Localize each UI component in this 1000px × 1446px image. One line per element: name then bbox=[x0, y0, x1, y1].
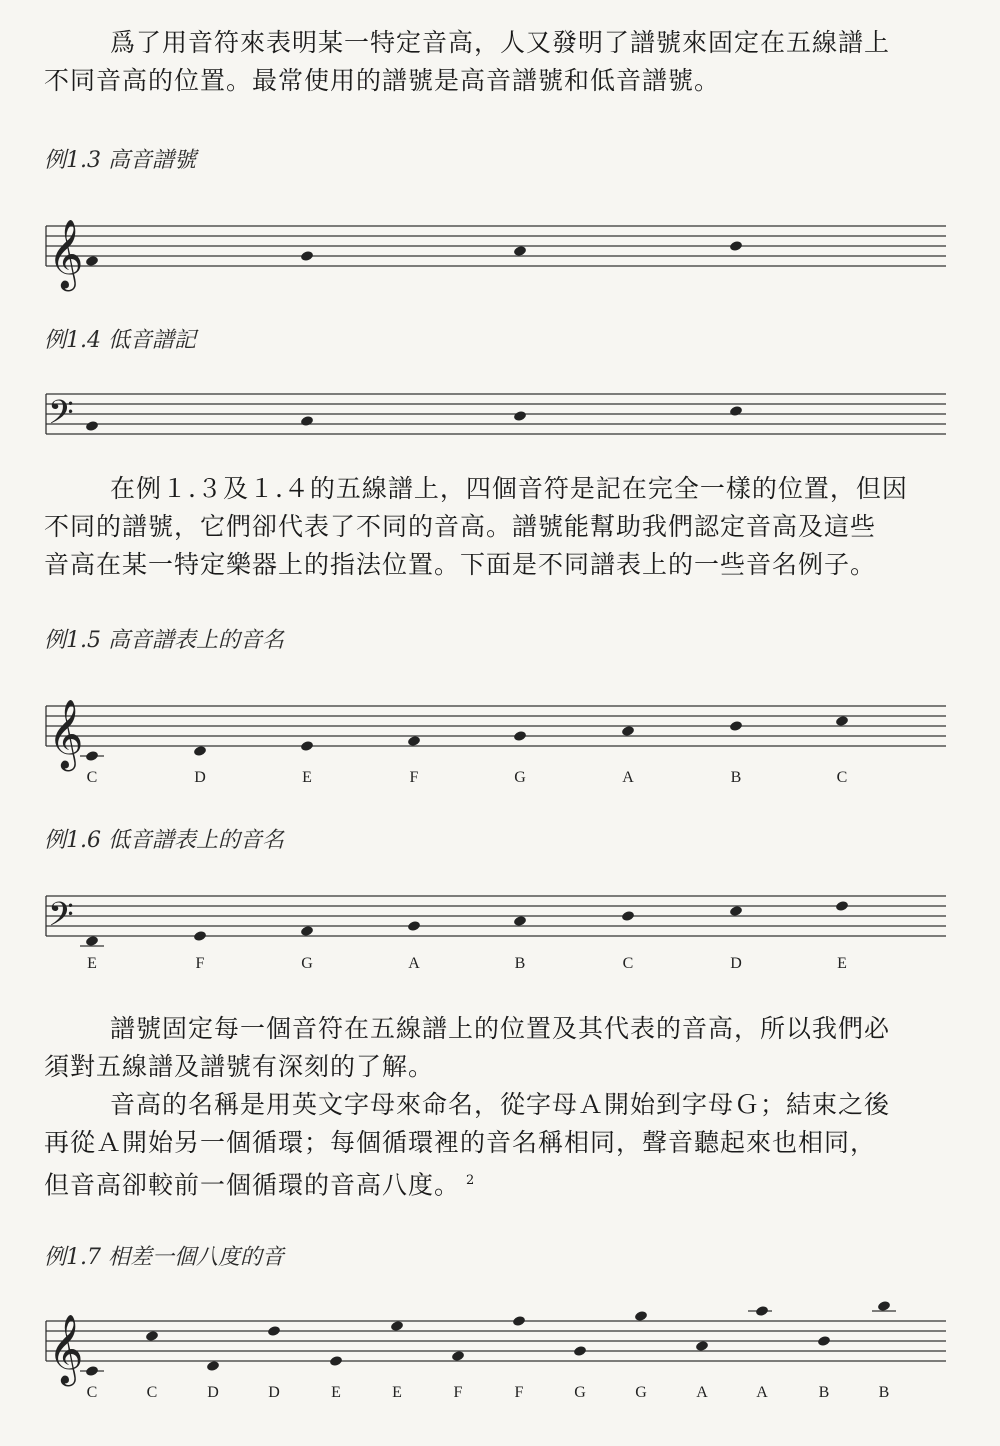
note bbox=[390, 1320, 404, 1332]
note-label: D bbox=[268, 1384, 280, 1401]
caption-example-1-5: 例1.5 高音譜表上的音名 bbox=[44, 628, 284, 653]
note bbox=[407, 735, 421, 747]
note-label: F bbox=[514, 1384, 524, 1401]
note-label: C bbox=[86, 1384, 98, 1401]
note-labels bbox=[87, 769, 848, 786]
treble-clef-icon: 𝄞 bbox=[48, 699, 84, 769]
note-label: F bbox=[409, 769, 419, 786]
text-line: 爲了用音符來表明某一特定音高，人又發明了譜號來固定在五線譜上 bbox=[110, 28, 891, 57]
bass-clef-icon: 𝄢 bbox=[48, 394, 74, 440]
note-label: G bbox=[514, 769, 526, 786]
caption-example-1-7: 例1.7 相差一個八度的音 bbox=[44, 1245, 284, 1270]
staff-example-1-5 bbox=[0, 660, 1000, 790]
note bbox=[300, 250, 314, 262]
note bbox=[193, 930, 207, 942]
note bbox=[206, 1360, 220, 1372]
text-line: 須對五線譜及譜號有深刻的了解。 bbox=[44, 1052, 435, 1081]
text-line: 再從Ａ開始另一個循環；每個循環裡的音名稱相同，聲音聽起來也相同， bbox=[44, 1128, 877, 1157]
note-labels bbox=[87, 955, 847, 972]
note-label: F bbox=[195, 955, 205, 972]
note bbox=[300, 740, 314, 752]
note-label: G bbox=[301, 955, 313, 972]
note bbox=[695, 1340, 709, 1352]
note-label: D bbox=[730, 955, 742, 972]
note-label: C bbox=[86, 769, 98, 786]
note bbox=[407, 920, 421, 932]
staff-example-1-7 bbox=[0, 1275, 1000, 1405]
caption-example-1-4: 例1.4 低音譜記 bbox=[44, 328, 196, 353]
note bbox=[621, 725, 635, 737]
note bbox=[329, 1355, 343, 1367]
note bbox=[513, 730, 527, 742]
staff-lines bbox=[46, 1321, 946, 1361]
note-label: A bbox=[408, 955, 420, 972]
note bbox=[85, 420, 99, 432]
note bbox=[729, 720, 743, 732]
note-label: A bbox=[756, 1384, 768, 1401]
note-label: C bbox=[836, 769, 848, 786]
note-label: E bbox=[392, 1384, 402, 1401]
staff-example-1-3 bbox=[0, 180, 1000, 290]
note-label: C bbox=[622, 955, 634, 972]
staff-example-1-6 bbox=[0, 850, 1000, 980]
note bbox=[573, 1345, 587, 1357]
note bbox=[267, 1325, 281, 1337]
text-line: 在例１.３及１.４的五線譜上，四個音符是記在完全一樣的位置，但因 bbox=[110, 474, 908, 503]
note bbox=[193, 745, 207, 757]
note-label: E bbox=[837, 955, 847, 972]
note-label: B bbox=[818, 1384, 830, 1401]
footnote-marker: 2 bbox=[466, 1173, 476, 1188]
note bbox=[85, 255, 99, 267]
staff-lines bbox=[46, 896, 946, 936]
note-label: G bbox=[574, 1384, 586, 1401]
note-label: D bbox=[207, 1384, 219, 1401]
note bbox=[729, 905, 743, 917]
text-line bbox=[44, 1162, 959, 1204]
note bbox=[817, 1335, 831, 1347]
text-line: 不同音高的位置。最常使用的譜號是高音譜號和低音譜號。 bbox=[44, 66, 721, 95]
note bbox=[300, 415, 314, 427]
note bbox=[621, 910, 635, 922]
text-line: 不同的譜號，它們卻代表了不同的音高。譜號能幫助我們認定音高及這些 bbox=[44, 512, 877, 541]
note bbox=[877, 1300, 891, 1312]
staff-lines bbox=[46, 706, 946, 746]
text-line: 音高的名稱是用英文字母來命名，從字母Ａ開始到字母Ｇ；結束之後 bbox=[110, 1090, 891, 1119]
note bbox=[729, 405, 743, 417]
staff-lines bbox=[46, 394, 946, 434]
note bbox=[513, 245, 527, 257]
note bbox=[755, 1305, 769, 1317]
note bbox=[145, 1330, 159, 1342]
note-label: E bbox=[302, 769, 312, 786]
note-label: D bbox=[194, 769, 206, 786]
note-label: B bbox=[514, 955, 526, 972]
paragraph-pitch-names bbox=[44, 1086, 959, 1204]
note bbox=[729, 240, 743, 252]
paragraph-clef-explanation bbox=[44, 470, 959, 584]
note bbox=[835, 900, 849, 912]
text-line-content: 但音高卻較前一個循環的音高八度。 bbox=[44, 1170, 461, 1200]
note bbox=[85, 750, 99, 762]
treble-clef-icon: 𝄞 bbox=[48, 219, 84, 289]
note bbox=[85, 1365, 99, 1377]
note bbox=[513, 410, 527, 422]
note bbox=[513, 915, 527, 927]
paragraph-clefs-intro bbox=[44, 24, 959, 100]
note bbox=[85, 935, 99, 947]
note bbox=[835, 715, 849, 727]
note bbox=[512, 1315, 526, 1327]
note-label: E bbox=[331, 1384, 341, 1401]
staff-lines bbox=[46, 226, 946, 266]
text-line: 譜號固定每一個音符在五線譜上的位置及其代表的音高，所以我們必 bbox=[110, 1014, 891, 1043]
note-label: A bbox=[622, 769, 634, 786]
caption-example-1-3: 例1.3 高音譜號 bbox=[44, 148, 196, 173]
note-label: B bbox=[730, 769, 742, 786]
paragraph-clef-importance bbox=[44, 1010, 959, 1086]
note-label: C bbox=[146, 1384, 158, 1401]
treble-clef-icon: 𝄞 bbox=[48, 1314, 84, 1384]
bass-clef-icon: 𝄢 bbox=[48, 896, 74, 942]
note bbox=[634, 1310, 648, 1322]
staff-example-1-4 bbox=[0, 352, 1000, 452]
note-labels bbox=[87, 1384, 890, 1401]
note-label: F bbox=[453, 1384, 463, 1401]
note bbox=[451, 1350, 465, 1362]
note-label: E bbox=[87, 955, 97, 972]
caption-example-1-6: 例1.6 低音譜表上的音名 bbox=[44, 828, 284, 853]
note-label: G bbox=[635, 1384, 647, 1401]
note bbox=[300, 925, 314, 937]
text-line: 音高在某一特定樂器上的指法位置。下面是不同譜表上的一些音名例子。 bbox=[44, 550, 877, 579]
note-label: A bbox=[696, 1384, 708, 1401]
note-label: B bbox=[878, 1384, 890, 1401]
